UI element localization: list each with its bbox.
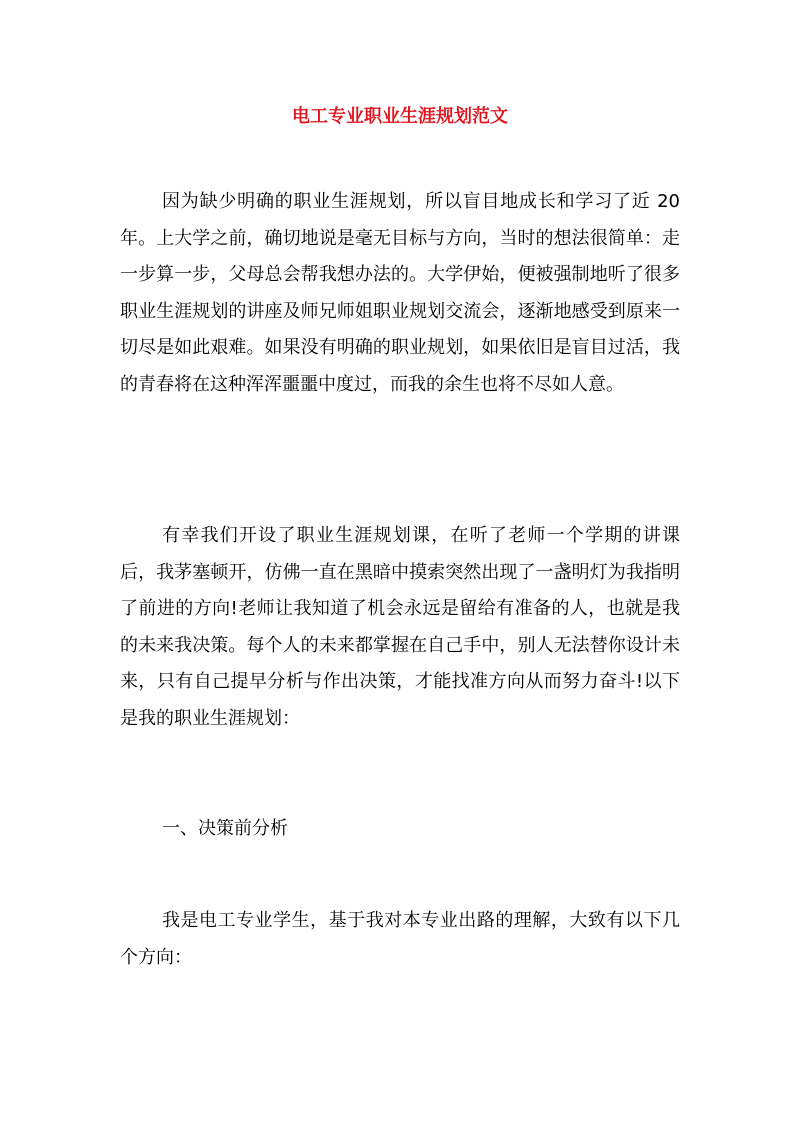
body-paragraph-1: 因为缺少明确的职业生涯规划，所以盲目地成长和学习了近 20 年。上大学之前，确切地说是毫无目标与方向，当时的想法很简单：走一步算一步，父母总会帮我想办法的。大学伊始，便被强制地听了很多职业生涯规划的讲座及师兄师姐职业规划交流会，逐渐地感受到原来一切尽是如此艰难。如果没有明确的职业规划，如果依旧是盲目过活，我的青春将在这种浑浑噩噩中度过，而我的余生也将不尽如人意。 (120, 191, 680, 395)
body-paragraph-2: 有幸我们开设了职业生涯规划课，在听了老师一个学期的讲课后，我茅塞顿开，仿佛一直在黑暗中摸索突然出现了一盏明灯为我指明了前进的方向!老师让我知道了机会永远是留给有准备的人，也就是我的未来我决策。每个人的未来都掌握在自己手中，别人无法替你设计未来，只有自己提早分析与作出决策，才能找准方向从而努力奋斗!以下是我的职业生涯规划： (120, 525, 680, 729)
document-title: 电工专业职业生涯规划范文 (292, 106, 508, 127)
section-paragraph: 我是电工专业学生，基于我对本专业出路的理解，大致有以下几个方向： (120, 910, 680, 968)
section-heading: 一、决策前分析 (162, 818, 288, 839)
